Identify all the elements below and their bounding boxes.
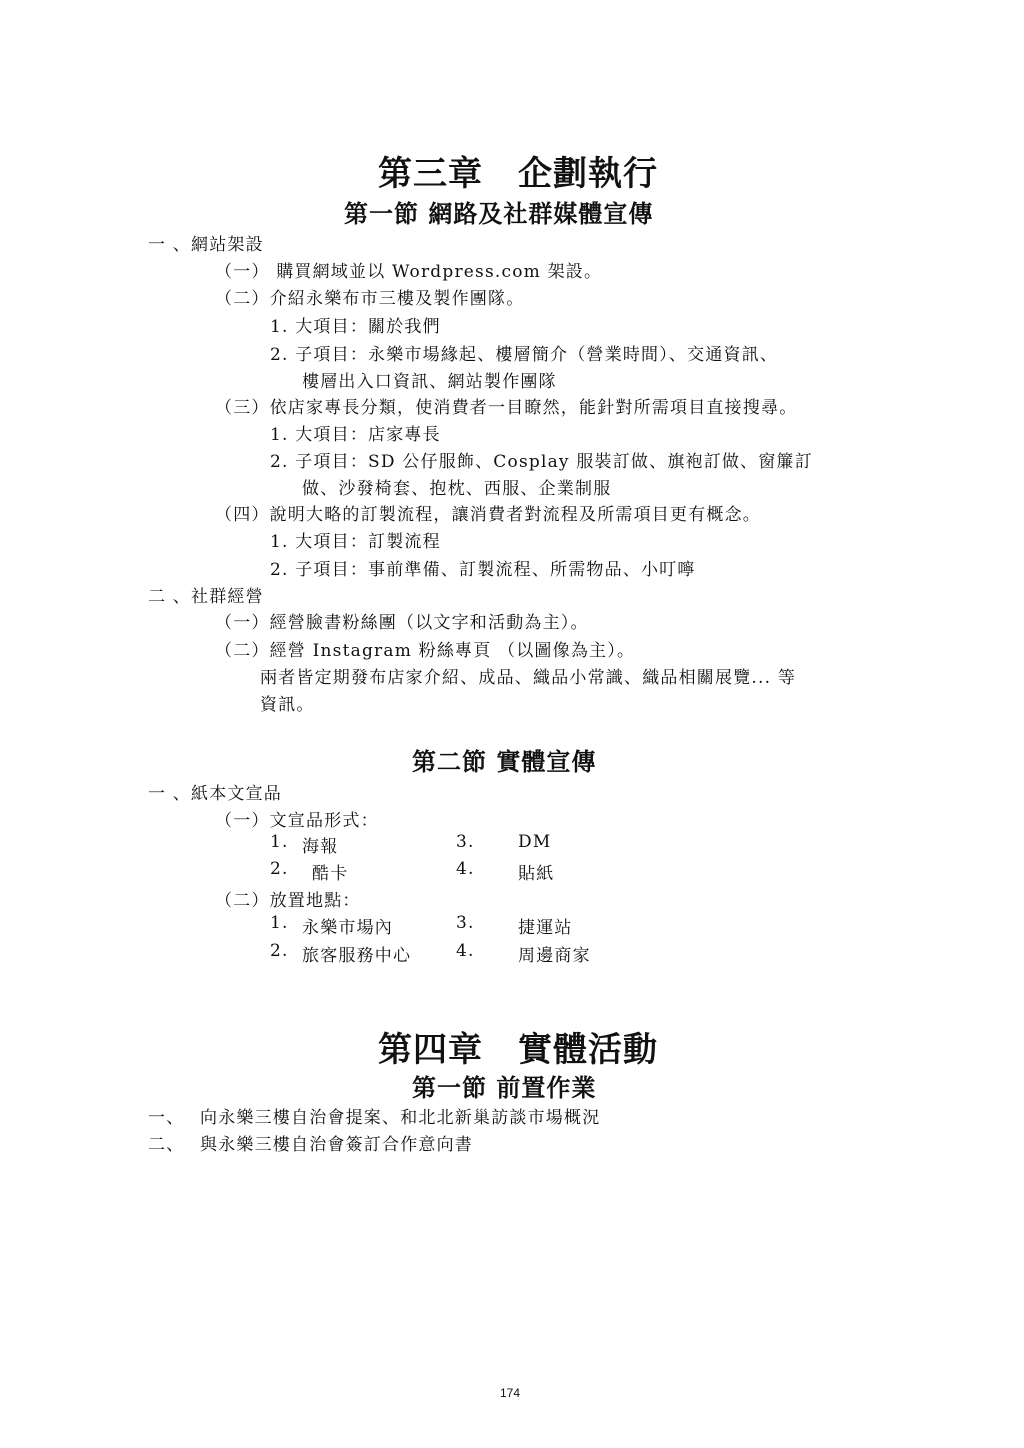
form-label: 海報 <box>302 837 339 857</box>
form-number: 1. <box>270 832 289 852</box>
note-text: 資訊。 <box>260 695 315 715</box>
chapter-title: 第四章 實體活動 <box>378 1030 658 1070</box>
list-item-text: 與永樂三樓自治會簽訂合作意向書 <box>200 1135 473 1155</box>
section-title: 第二節 實體宣傳 <box>412 747 597 776</box>
section-title: 第一節 前置作業 <box>412 1073 597 1102</box>
list-point: 2. 子項目：事前準備、訂製流程、所需物品、小叮嚀 <box>270 560 696 580</box>
list-point: 1. 大項目：店家專長 <box>270 425 441 445</box>
form-label: DM <box>518 832 552 852</box>
sub-item: （一）經營臉書粉絲團（以文字和活動為主）。 <box>215 613 589 633</box>
page-number: 174 <box>500 1386 521 1400</box>
list-point-continued: 做、沙發椅套、抱枕、西服、企業制服 <box>302 479 612 499</box>
place-number: 2. <box>270 941 289 961</box>
sub-item: （二）介紹永樂布市三樓及製作團隊。 <box>215 289 525 309</box>
section-title: 第一節 網路及社群媒體宣傳 <box>344 199 654 228</box>
place-label: 捷運站 <box>518 918 573 938</box>
place-label: 旅客服務中心 <box>302 946 412 966</box>
sub-item: （三）依店家專長分類，使消費者一目瞭然，能針對所需項目直接搜尋。 <box>215 398 798 418</box>
place-label: 周邊商家 <box>518 946 591 966</box>
form-number: 2. <box>270 859 289 879</box>
place-number: 1. <box>270 913 289 933</box>
list-point: 2. 子項目：永樂市場緣起、樓層簡介（營業時間）、交通資訊、 <box>270 345 779 365</box>
list-item-text: 向永樂三樓自治會提案、和北北新巢訪談市場概況 <box>200 1108 601 1128</box>
list-item-heading: 一 、網站架設 <box>148 235 264 255</box>
form-label: 貼紙 <box>518 864 555 884</box>
list-item-number: 一、 <box>148 1108 185 1128</box>
place-number: 4. <box>456 941 475 961</box>
sub-item: （二）經營 Instagram 粉絲專頁 （以圖像為主）。 <box>215 641 636 661</box>
form-label: 酷卡 <box>312 864 349 884</box>
form-number: 3. <box>456 832 475 852</box>
place-label: 永樂市場內 <box>302 918 393 938</box>
form-number: 4. <box>456 859 475 879</box>
list-point: 2. 子項目：SD 公仔服飾、Cosplay 服裝訂做、旗袍訂做、窗簾訂 <box>270 452 813 472</box>
sub-item: （二）放置地點： <box>215 891 361 911</box>
list-point: 1. 大項目：訂製流程 <box>270 532 441 552</box>
list-item-heading: 二 、社群經營 <box>148 587 264 607</box>
list-item-heading: 一 、紙本文宣品 <box>148 784 283 804</box>
list-point: 1. 大項目：關於我們 <box>270 317 441 337</box>
sub-item: （一）文宣品形式： <box>215 811 379 831</box>
chapter-title: 第三章 企劃執行 <box>378 154 658 194</box>
place-number: 3. <box>456 913 475 933</box>
list-point-continued: 樓層出入口資訊、網站製作團隊 <box>302 372 557 392</box>
sub-item: （一） 購買網域並以 Wordpress.com 架設。 <box>215 262 603 282</box>
note-text: 兩者皆定期發布店家介紹、成品、織品小常識、織品相關展覽... 等 <box>260 668 797 688</box>
list-item-number: 二、 <box>148 1135 185 1155</box>
sub-item: （四）說明大略的訂製流程，讓消費者對流程及所需項目更有概念。 <box>215 505 761 525</box>
